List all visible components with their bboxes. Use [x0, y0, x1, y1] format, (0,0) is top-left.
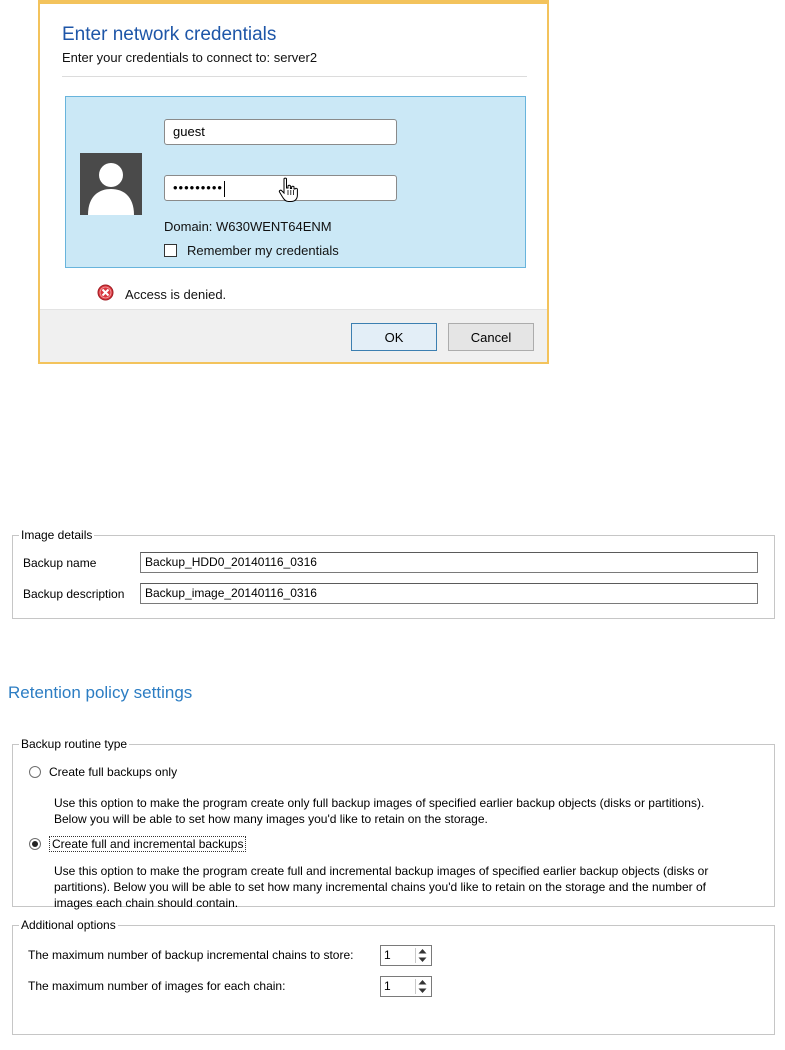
- radio-full-backups[interactable]: [29, 765, 177, 779]
- full-desc-line-1: Use this option to make the program create only full backup images of specified earlier backup objects (disks or partitions).: [54, 796, 705, 810]
- max-chains-spin-buttons[interactable]: [415, 948, 429, 963]
- additional-options-legend: Additional options: [21, 918, 116, 932]
- incr-desc-line-2: partitions). Below you will be able to set how many incremental chains you'd like to retain on the storage and the number of: [54, 880, 706, 894]
- error-text: Access is denied.: [125, 286, 227, 302]
- image-details-legend: Image details: [21, 528, 93, 542]
- remember-label: Remember my credentials: [187, 243, 339, 258]
- checkbox-box[interactable]: [164, 244, 177, 257]
- credential-tile[interactable]: [65, 96, 526, 268]
- additional-options-group: [12, 918, 775, 1035]
- retention-section-title: Retention policy settings: [8, 683, 193, 702]
- full-desc-line-2: Below you will be able to set how many images you'd like to retain on the storage.: [54, 812, 488, 826]
- spin-down-icon: [418, 988, 427, 994]
- full-backups-description: [54, 795, 754, 827]
- backup-routine-group: [12, 737, 775, 910]
- max-chains-label: The maximum number of backup incremental chains to store:: [28, 948, 354, 962]
- backup-description-label: Backup description: [23, 587, 125, 601]
- radio-full-label: Create full backups only: [49, 765, 178, 779]
- incremental-backups-description: [54, 863, 754, 911]
- dialog-button-bar: [40, 309, 547, 362]
- image-details-group: [12, 528, 775, 619]
- max-images-label: The maximum number of images for each chain:: [28, 979, 286, 993]
- error-icon: [97, 284, 114, 304]
- backup-name-label: Backup name: [23, 556, 97, 570]
- password-mask: •••••••••: [173, 180, 223, 195]
- text-caret: [224, 181, 225, 197]
- max-chains-value: 1: [384, 948, 391, 962]
- ok-button[interactable]: OK: [351, 323, 437, 351]
- user-avatar-icon: [80, 153, 142, 215]
- max-images-spin-buttons[interactable]: [415, 979, 429, 994]
- error-message: [97, 284, 226, 304]
- radio-incremental-backups[interactable]: [29, 836, 246, 852]
- spin-up-icon: [418, 979, 427, 985]
- incr-desc-line-1: Use this option to make the program create full and incremental backup images of specified earlier backup objects (disks or: [54, 864, 709, 878]
- dialog-subtitle: Enter your credentials to connect to: server2: [62, 50, 318, 65]
- max-chains-stepper[interactable]: [380, 945, 432, 966]
- radio-incremental-label: Create full and incremental backups: [49, 836, 246, 852]
- cancel-button[interactable]: Cancel: [448, 323, 534, 351]
- backup-routine-legend: Backup routine type: [21, 737, 128, 751]
- backup-description-input[interactable]: Backup_image_20140116_0316: [140, 583, 758, 604]
- incr-desc-line-3: images each chain should contain.: [54, 896, 239, 910]
- radio-full-indicator[interactable]: [29, 766, 41, 778]
- max-images-stepper[interactable]: [380, 976, 432, 997]
- credentials-dialog: [38, 0, 549, 364]
- dialog-title: Enter network credentials: [62, 24, 277, 45]
- hand-cursor-icon: [278, 177, 300, 203]
- spin-up-icon: [418, 948, 427, 954]
- username-input[interactable]: guest: [164, 119, 397, 145]
- backup-name-input[interactable]: Backup_HDD0_20140116_0316: [140, 552, 758, 573]
- radio-incremental-indicator[interactable]: [29, 838, 41, 850]
- max-images-value: 1: [384, 979, 391, 993]
- dialog-separator: [62, 76, 527, 77]
- domain-label: Domain: W630WENT64ENM: [164, 219, 332, 234]
- spin-down-icon: [418, 957, 427, 963]
- remember-credentials-checkbox[interactable]: [164, 243, 339, 258]
